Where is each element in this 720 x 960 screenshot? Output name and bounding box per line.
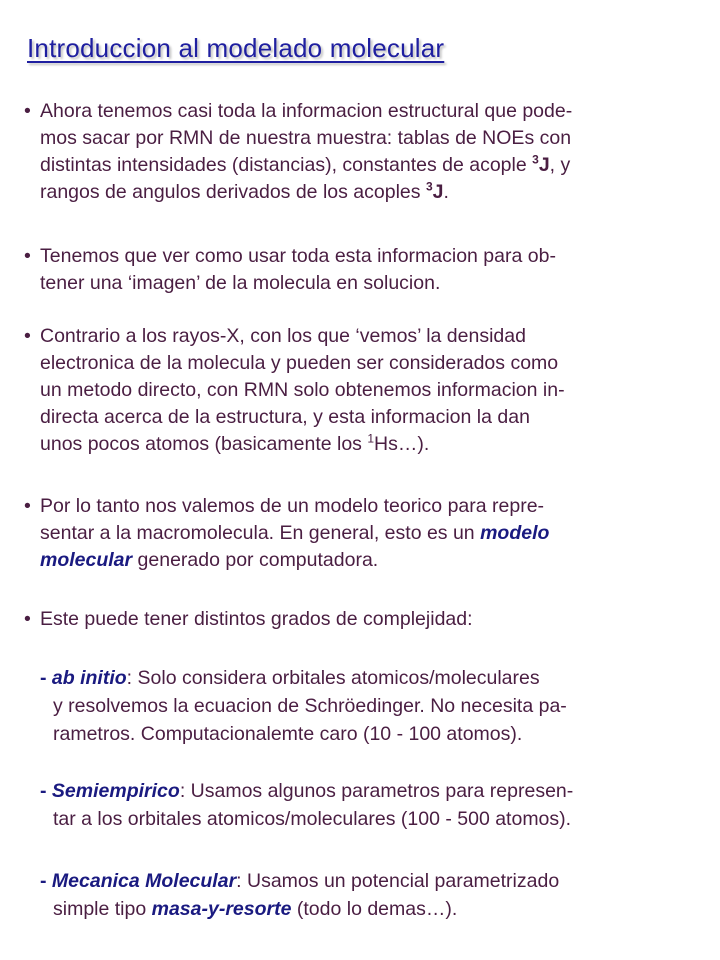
text-segment: , y <box>549 154 571 176</box>
text-segment: : Solo considera orbitales atomicos/moleculares <box>126 667 540 689</box>
text-segment: generado por computadora. <box>132 549 379 571</box>
text-line <box>40 522 549 544</box>
text-segment: Hs…). <box>374 433 430 455</box>
coupling-j: J <box>432 181 444 203</box>
dash-marker: - <box>40 667 52 689</box>
text-line: Por lo tanto nos valemos de un modelo teorico para repre- <box>40 495 545 517</box>
text-segment: sentar a la macromolecula. En general, esto es un <box>40 522 481 544</box>
text-segment: : Usamos un potencial parametrizado <box>236 870 560 892</box>
text-line: tar a los orbitales atomicos/moleculares (100 - 500 atomos). <box>53 808 572 830</box>
bullet-icon: • <box>24 100 31 122</box>
text-line: tener una ‘imagen’ de la molecula en solucion. <box>40 272 441 294</box>
superscript: 3 <box>532 152 539 167</box>
text-segment: unos pocos atomos (basicamente los <box>40 433 368 455</box>
text-segment: : Usamos algunos parametros para represen- <box>179 780 574 802</box>
emphasis-masa-y-resorte: masa-y-resorte <box>151 898 292 920</box>
bullet-icon: • <box>24 325 31 347</box>
text-line <box>40 433 429 455</box>
text-segment: rangos de angulos derivados de los acoples <box>40 181 426 203</box>
bullet-icon: • <box>24 245 31 267</box>
slide-title: Introduccion al modelado molecular <box>27 33 445 63</box>
text-line: Contrario a los rayos-X, con los que ‘vemos’ la densidad <box>40 325 526 347</box>
text-line <box>40 667 540 689</box>
text-segment: . <box>443 181 449 203</box>
emphasis-molecular: molecular <box>40 549 133 571</box>
term-mecanica-molecular: Mecanica Molecular <box>51 870 237 892</box>
bullet-icon: • <box>24 608 31 630</box>
text-line: rametros. Computacionalemte caro (10 - 100 atomos). <box>53 723 523 745</box>
text-segment: simple tipo <box>53 898 152 920</box>
bullet-icon: • <box>24 495 31 517</box>
text-line <box>40 154 570 176</box>
text-line: Ahora tenemos casi toda la informacion estructural que pode- <box>40 100 573 122</box>
text-segment: distintas intensidades (distancias), constantes de acople <box>40 154 533 176</box>
text-line: un metodo directo, con RMN solo obtenemos informacion in- <box>40 379 565 401</box>
term-semiempirico: Semiempirico <box>51 780 180 802</box>
text-line <box>40 870 559 892</box>
text-line <box>40 181 449 203</box>
emphasis-modelo: modelo <box>480 522 550 544</box>
text-line: electronica de la molecula y pueden ser considerados como <box>40 352 559 374</box>
dash-marker: - <box>40 870 52 892</box>
coupling-j: J <box>538 154 550 176</box>
text-line <box>40 549 378 571</box>
text-line <box>40 780 573 802</box>
superscript: 3 <box>425 179 433 194</box>
text-line: mos sacar por RMN de nuestra muestra: tablas de NOEs con <box>40 127 572 149</box>
dash-marker: - <box>40 780 52 802</box>
text-segment: (todo lo demas…). <box>291 898 458 920</box>
superscript: 1 <box>367 431 375 446</box>
text-line: directa acerca de la estructura, y esta informacion la dan <box>40 406 530 428</box>
text-line <box>53 898 457 920</box>
term-ab-initio: ab initio <box>51 667 127 689</box>
text-line: Tenemos que ver como usar toda esta informacion para ob- <box>40 245 556 267</box>
text-line: Este puede tener distintos grados de complejidad: <box>40 608 473 630</box>
text-line: y resolvemos la ecuacion de Schröedinger. No necesita pa- <box>53 695 567 717</box>
